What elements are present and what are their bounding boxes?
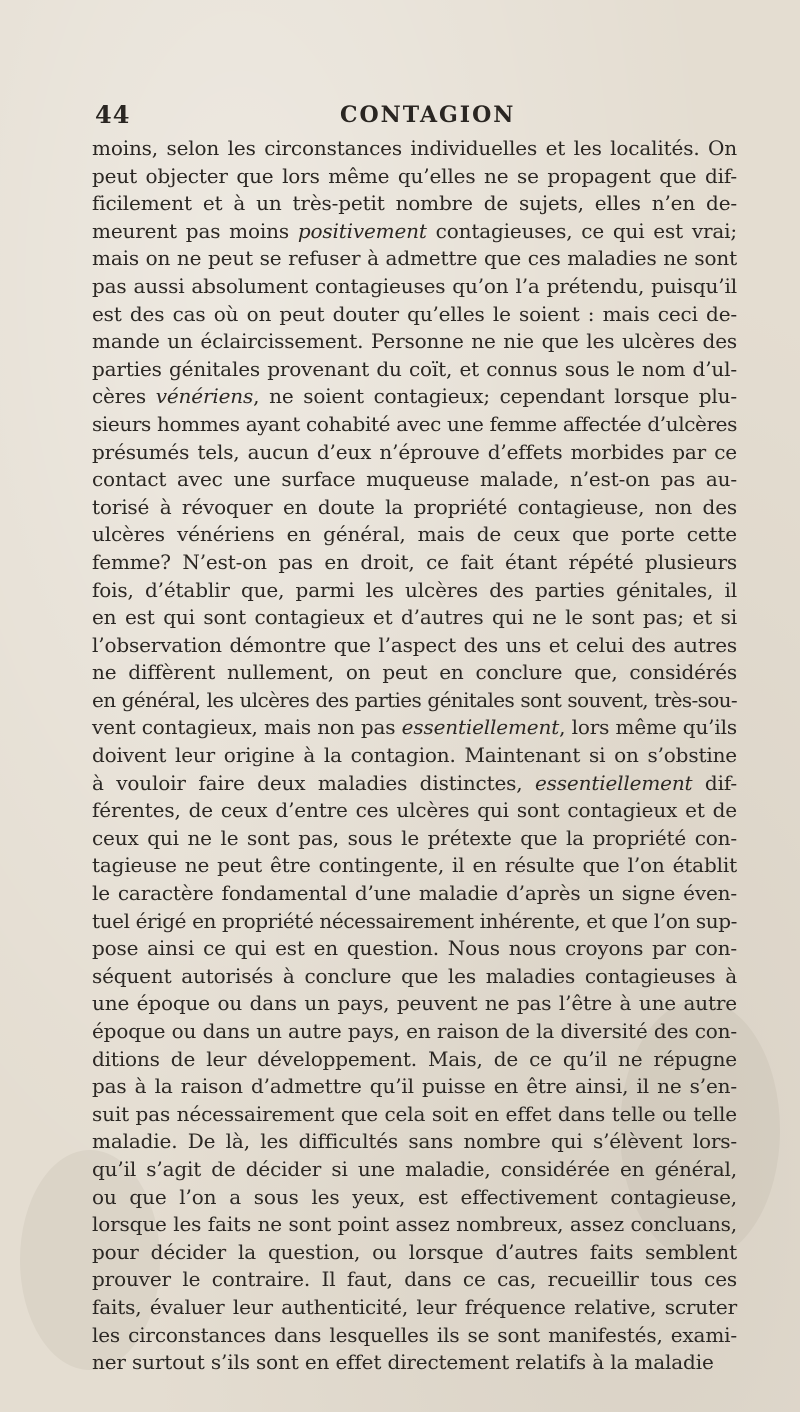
text-line [92, 163, 737, 191]
text-line [92, 770, 737, 798]
line-text: une époque ou dans un pays, peuvent ne pas l’être à une autre [92, 991, 737, 1016]
text-line [92, 1211, 737, 1239]
line-text: pas aussi absolument contagieuses qu’on l’a prétendu, puisqu’il [92, 273, 737, 298]
text-line [92, 852, 737, 880]
line-text: sieurs hommes ayant cohabité avec une femme affectée d’ulcères [92, 411, 737, 436]
text-line [92, 908, 737, 936]
text-line [92, 218, 737, 246]
line-text: suit pas nécessairement que cela soit en effet dans telle ou telle [92, 1101, 737, 1126]
line-text: en général, les ulcères des parties génitales sont souvent, très-sou- [92, 687, 737, 712]
page-number: 44 [95, 100, 131, 129]
text-line [92, 521, 737, 549]
text-line [92, 466, 737, 494]
line-text: parties génitales provenant du coït, et connus sous le nom d’ul- [92, 356, 737, 381]
line-text: époque ou dans un autre pays, en raison de la diversité des con- [92, 1019, 737, 1043]
text-line [92, 1184, 737, 1212]
line-text: l’observation démontre que l’aspect des uns et celui des autres [92, 632, 737, 657]
line-text: femme? N’est-on pas en droit, ce fait étant répété plusieurs [92, 549, 737, 574]
line-text: , ne soient contagieux; cependant lorsque plu- [253, 384, 737, 409]
line-text: férentes, de ceux d’entre ces ulcères qui sont contagieux et de [92, 798, 737, 823]
text-line [92, 687, 737, 715]
line-text: contagieuses, ce qui est vrai; [426, 218, 738, 243]
line-text: ficilement et à un très-petit nombre de sujets, elles n’en de- [92, 191, 737, 216]
text-line [92, 632, 737, 660]
line-text: tagieuse ne peut être contingente, il en résulte que l’on établit [92, 853, 737, 878]
text-line [92, 356, 737, 384]
line-text: qu’il s’agit de décider si une maladie, considérée en général, [92, 1156, 737, 1181]
line-text: le caractère fondamental d’une maladie d’après un signe éven- [92, 881, 737, 906]
text-line [92, 494, 737, 522]
line-text: lorsque les faits ne sont point assez nombreux, assez concluans, [92, 1212, 737, 1237]
line-text: pour décider la question, ou lorsque d’autres faits semblent [92, 1239, 737, 1264]
text-line [92, 880, 737, 908]
text-line [92, 825, 737, 853]
text-line [92, 990, 737, 1018]
line-text: faits, évaluer leur authenticité, leur fréquence relative, scruter [92, 1294, 737, 1319]
running-head: CONTAGION [340, 102, 516, 128]
line-text: pose ainsi ce qui est en question. Nous nous croyons par con- [92, 936, 737, 961]
line-text: pas à la raison d’admettre qu’il puisse en être ainsi, il ne s’en- [92, 1074, 737, 1099]
italic-term: vénériens [155, 384, 254, 409]
line-text: ulcères vénériens en général, mais de ceux que porte cette [92, 522, 737, 547]
line-text: ditions de leur développement. Mais, de ce qu’il ne répugne [92, 1046, 737, 1071]
text-line [92, 1046, 737, 1074]
text-line [92, 383, 737, 411]
line-text: en est qui sont contagieux et d’autres qui ne le sont pas; et si [92, 605, 737, 630]
italic-term: essentiellement [534, 770, 693, 795]
line-text: , lors même qu’ils [559, 715, 737, 740]
text-line [92, 549, 737, 577]
text-line [92, 714, 737, 742]
line-text: meurent pas moins [92, 218, 298, 243]
line-text: cères [92, 384, 156, 409]
line-text: doivent leur origine à la contagion. Maintenant si on s’obstine [92, 743, 737, 768]
text-line [92, 963, 737, 991]
text-line [92, 742, 737, 770]
text-line [92, 1239, 737, 1267]
text-line [92, 1128, 737, 1156]
text-line [92, 1018, 737, 1046]
text-line [92, 135, 737, 163]
body-text [92, 135, 737, 1377]
text-line [92, 1156, 737, 1184]
text-line [92, 1073, 737, 1101]
text-line [92, 301, 737, 329]
text-line [92, 935, 737, 963]
text-line [92, 797, 737, 825]
text-line [92, 1322, 737, 1350]
text-line [92, 411, 737, 439]
text-line [92, 659, 737, 687]
line-text: mais on ne peut se refuser à admettre que ces maladies ne sont [92, 246, 737, 271]
text-line [92, 328, 737, 356]
page-header [95, 100, 715, 130]
line-text: à vouloir faire deux maladies distinctes, [92, 770, 535, 795]
text-line [92, 273, 737, 301]
line-text: fois, d’établir que, parmi les ulcères des parties génitales, il [92, 577, 737, 602]
text-line [92, 439, 737, 467]
line-text: peut objecter que lors même qu’elles ne se propagent que dif- [92, 163, 737, 188]
line-text: ou que l’on a sous les yeux, est effectivement contagieuse, [92, 1184, 737, 1209]
text-line [92, 190, 737, 218]
text-line [92, 604, 737, 632]
text-line [92, 1266, 737, 1294]
line-text: tuel érigé en propriété nécessairement inhérente, et que l’on sup- [92, 908, 737, 933]
line-text: les circonstances dans lesquelles ils se sont manifestés, exami- [92, 1322, 737, 1347]
line-text: contact avec une surface muqueuse malade, n’est-on pas au- [92, 467, 737, 492]
text-line [92, 1349, 737, 1377]
line-text: présumés tels, aucun d’eux n’éprouve d’effets morbides par ce [92, 439, 737, 464]
text-line [92, 1294, 737, 1322]
line-text: séquent autorisés à conclure que les maladies contagieuses à [92, 963, 737, 988]
line-text: est des cas où on peut douter qu’elles le soient : mais ceci de- [92, 301, 737, 326]
line-text: torisé à révoquer en doute la propriété contagieuse, non des [92, 494, 737, 519]
italic-term: positivement [297, 218, 427, 243]
line-text: vent contagieux, mais non pas [92, 715, 402, 740]
line-text: prouver le contraire. Il faut, dans ce cas, recueillir tous ces [92, 1267, 737, 1292]
line-text: dif- [692, 770, 737, 795]
line-text: ceux qui ne le sont pas, sous le prétexte que la propriété con- [92, 825, 737, 850]
text-line [92, 1101, 737, 1129]
text-line [92, 245, 737, 273]
line-text: maladie. De là, les difficultés sans nombre qui s’élèvent lors- [92, 1129, 737, 1154]
line-text: moins, selon les circonstances individuelles et les localités. On [92, 136, 737, 160]
text-line [92, 577, 737, 605]
line-text: mande un éclaircissement. Personne ne nie que les ulcères des [92, 329, 737, 354]
italic-term: essentiellement [401, 715, 560, 740]
line-text: ner surtout s’ils sont en effet directement relatifs à la maladie [92, 1350, 714, 1375]
line-text: ne diffèrent nullement, on peut en conclure que, considérés [92, 660, 737, 685]
